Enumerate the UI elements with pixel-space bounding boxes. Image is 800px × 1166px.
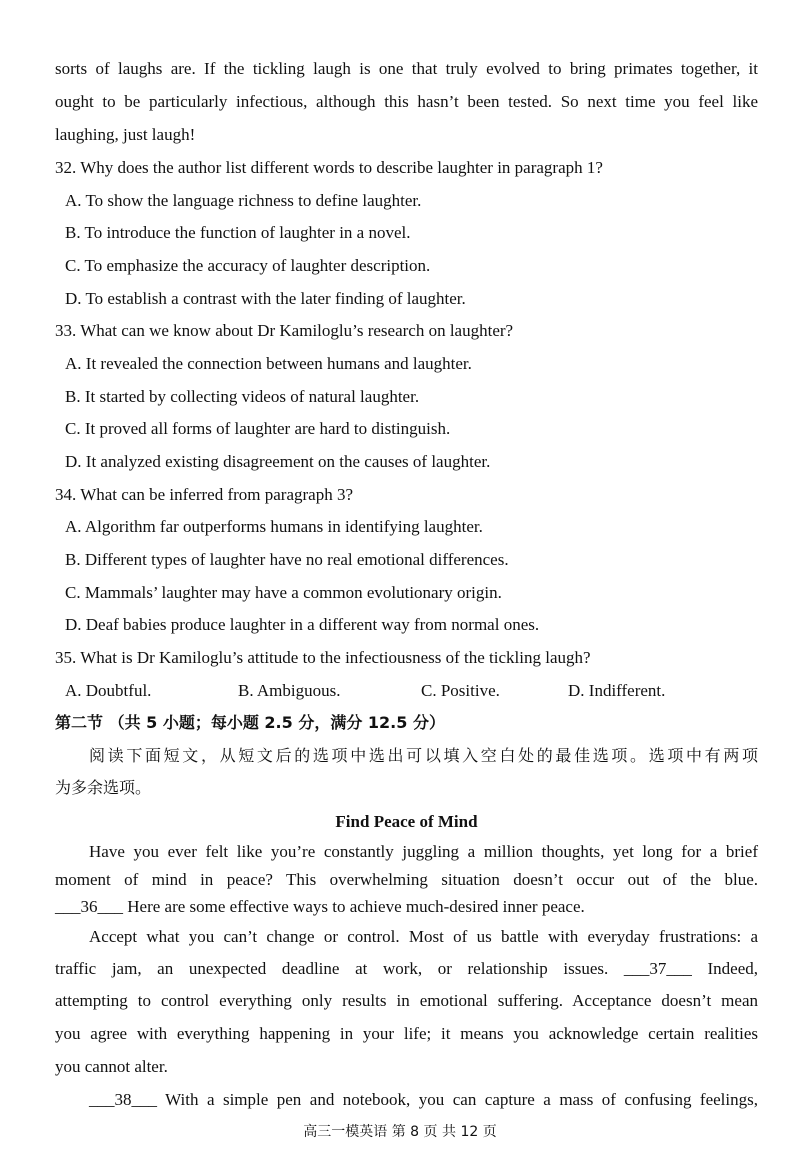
passage-title: Find Peace of Mind [335,812,478,831]
passage-line: sorts of laughs are. If the tickling laugh is one that truly evolved to bring primates together, it [55,59,758,78]
paragraph-line: you cannot alter. [55,1057,168,1076]
option-35-c: C. Positive. [421,681,500,700]
paragraph-line: traffic jam, an unexpected deadline at work, or relationship issues. ___37___ Indeed, [55,959,758,978]
option-33-d: D. It analyzed existing disagreement on the causes of laughter. [65,452,491,471]
option-32-b: B. To introduce the function of laughter in a novel. [65,223,411,242]
option-33-c: C. It proved all forms of laughter are hard to distinguish. [65,419,451,438]
option-33-b: B. It started by collecting videos of natural laughter. [65,387,420,406]
option-32-c: C. To emphasize the accuracy of laughter description. [65,256,431,275]
section-heading: 第二节 （共 5 小题；每小题 2.5 分，满分 12.5 分） [55,713,445,732]
paragraph-line: Accept what you can’t change or control. Most of us battle with everyday frustrations: a [89,927,758,946]
question-stem-35: 35. What is Dr Kamiloglu’s attitude to the infectiousness of the tickling laugh? [55,648,591,667]
question-stem-34: 34. What can be inferred from paragraph 3? [55,485,353,504]
paragraph-line: you agree with everything happening in your life; it means you acknowledge certain realities [55,1024,758,1043]
option-35-b: B. Ambiguous. [238,681,341,700]
page-footer: 高三一模英语 第 8 页 共 12 页 [303,1124,497,1140]
question-stem-33: 33. What can we know about Dr Kamiloglu’s research on laughter? [55,321,514,340]
option-33-a: A. It revealed the connection between humans and laughter. [65,354,472,373]
paragraph-line: moment of mind in peace? This overwhelming situation doesn’t occur out of the blue. [55,870,758,889]
option-35-a: A. Doubtful. [65,681,152,700]
instruction-line: 为多余选项。 [55,778,152,797]
option-32-a: A. To show the language richness to define laughter. [65,191,422,210]
paragraph-line: Have you ever felt like you’re constantly juggling a million thoughts, yet long for a brief [89,842,758,861]
paragraph-line: attempting to control everything only results in emotional suffering. Acceptance doesn’t mean [55,991,758,1010]
question-stem-32: 32. Why does the author list different words to describe laughter in paragraph 1? [55,158,603,177]
option-34-d: D. Deaf babies produce laughter in a different way from normal ones. [65,615,540,634]
option-32-d: D. To establish a contrast with the later finding of laughter. [65,289,466,308]
option-34-b: B. Different types of laughter have no real emotional differences. [65,550,509,569]
option-35-d: D. Indifferent. [568,681,666,700]
passage-line: ought to be particularly infectious, although this hasn’t been tested. So next time you feel like [55,92,758,111]
paragraph-line: ___38___ With a simple pen and notebook, you can capture a mass of confusing feelings, [89,1090,758,1109]
passage-line: laughing, just laugh! [55,125,196,144]
instruction-line: 阅读下面短文，从短文后的选项中选出可以填入空白处的最佳选项。选项中有两项 [89,746,758,765]
option-34-a: A. Algorithm far outperforms humans in identifying laughter. [65,517,483,536]
paragraph-line: ___36___ Here are some effective ways to achieve much-desired inner peace. [55,897,585,916]
option-34-c: C. Mammals’ laughter may have a common evolutionary origin. [65,583,502,602]
